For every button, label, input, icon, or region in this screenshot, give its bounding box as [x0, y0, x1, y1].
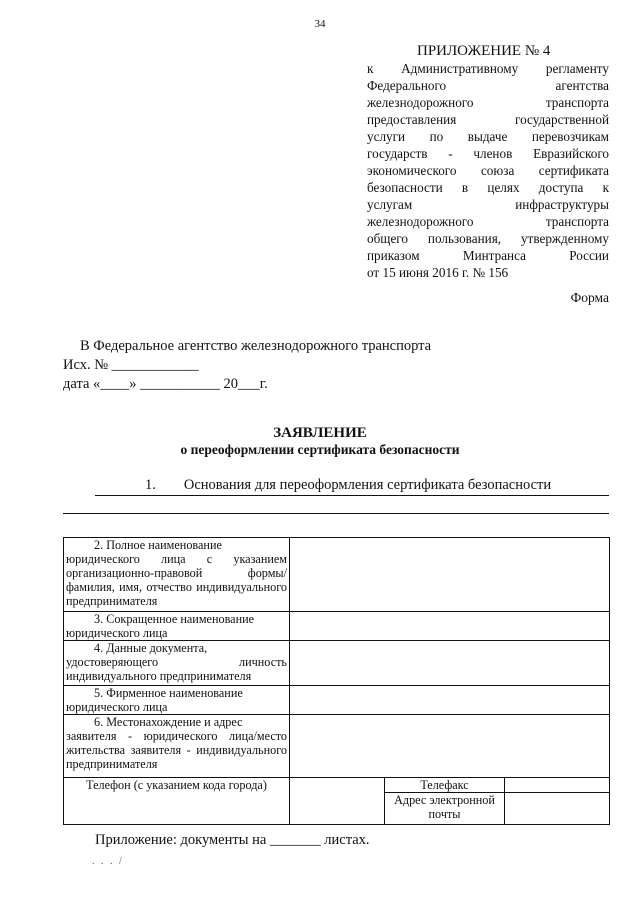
- short-name-field[interactable]: [290, 612, 610, 641]
- email-label: Адрес электронной почты: [385, 793, 505, 825]
- appendix-line: железнодорожного транспорта: [367, 214, 609, 229]
- handwritten-mark: . . . /: [92, 856, 124, 867]
- row-label: 4. Данные документа, удостоверяющего личность индивидуального предпринимателя: [64, 641, 290, 686]
- appendix-line: Федерального агентства: [367, 78, 609, 93]
- row-label: 6. Местонахождение и адрес заявителя - юридического лица/место жительства заявителя - индивидуального предпринимателя: [64, 715, 290, 778]
- document-title: ЗАЯВЛЕНИЕ: [273, 425, 367, 441]
- appendix-line: к Административному регламенту: [367, 61, 609, 76]
- table-row: [64, 612, 610, 641]
- section1-number: 1.: [145, 477, 156, 493]
- table-row: [64, 715, 610, 778]
- addressee-block: [63, 337, 431, 394]
- date-field[interactable]: дата «____» ___________ 20___г.: [63, 376, 268, 392]
- row-label: 3. Сокращенное наименование юридического лица: [64, 612, 290, 641]
- appendix-line: железнодорожного транспорта: [367, 95, 609, 110]
- phone-field[interactable]: [290, 778, 385, 825]
- appendix-line: экономического союза сертификата: [367, 163, 609, 178]
- email-field[interactable]: [505, 793, 610, 825]
- appendix-line: услугам инфраструктуры: [367, 197, 609, 212]
- fax-field[interactable]: [505, 778, 610, 793]
- appendix-line: государств - членов Евразийского: [367, 146, 609, 161]
- phone-label: Телефон (с указанием кода города): [64, 778, 290, 825]
- table-row: [64, 538, 610, 612]
- section1-text: Основания для переоформления сертификата безопасности: [183, 477, 552, 493]
- table-row: [64, 778, 610, 793]
- row-label: 2. Полное наименование юридического лица с указанием организационно-правовой формы/ фамилия, имя, отчество индивидуального предпринимателя: [64, 538, 290, 612]
- address-field[interactable]: [290, 715, 610, 778]
- section1-heading: [95, 477, 609, 496]
- full-name-field[interactable]: [290, 538, 610, 612]
- attachment-line[interactable]: Приложение: документы на _______ листах.: [95, 832, 370, 848]
- addressee-line: В Федеральное агентство железнодорожного транспорта: [80, 338, 432, 354]
- table-row: [64, 686, 610, 715]
- brand-name-field[interactable]: [290, 686, 610, 715]
- appendix-line: безопасности в целях доступа к: [367, 180, 609, 195]
- appendix-line: от 15 июня 2016 г. № 156: [367, 265, 509, 280]
- appendix-title: ПРИЛОЖЕНИЕ № 4: [417, 43, 551, 59]
- row-label: 5. Фирменное наименование юридического лица: [64, 686, 290, 715]
- fax-label: Телефакс: [385, 778, 505, 793]
- identity-document-field[interactable]: [290, 641, 610, 686]
- appendix-line: предоставления государственной: [367, 112, 609, 127]
- document-subtitle: о переоформлении сертификата безопасности: [180, 442, 460, 457]
- table-row: [64, 641, 610, 686]
- appendix-text: [367, 60, 609, 281]
- application-table: [63, 537, 610, 825]
- outgoing-number-field[interactable]: Исх. № ____________: [63, 357, 199, 373]
- appendix-line: приказом Минтранса России: [367, 248, 609, 263]
- page-number: 34: [314, 18, 326, 30]
- section1-answer-line[interactable]: [63, 513, 609, 514]
- appendix-line: услуги по выдаче перевозчикам: [367, 129, 609, 144]
- form-label: Форма: [570, 290, 609, 305]
- appendix-line: общего пользования, утвержденному: [367, 231, 609, 246]
